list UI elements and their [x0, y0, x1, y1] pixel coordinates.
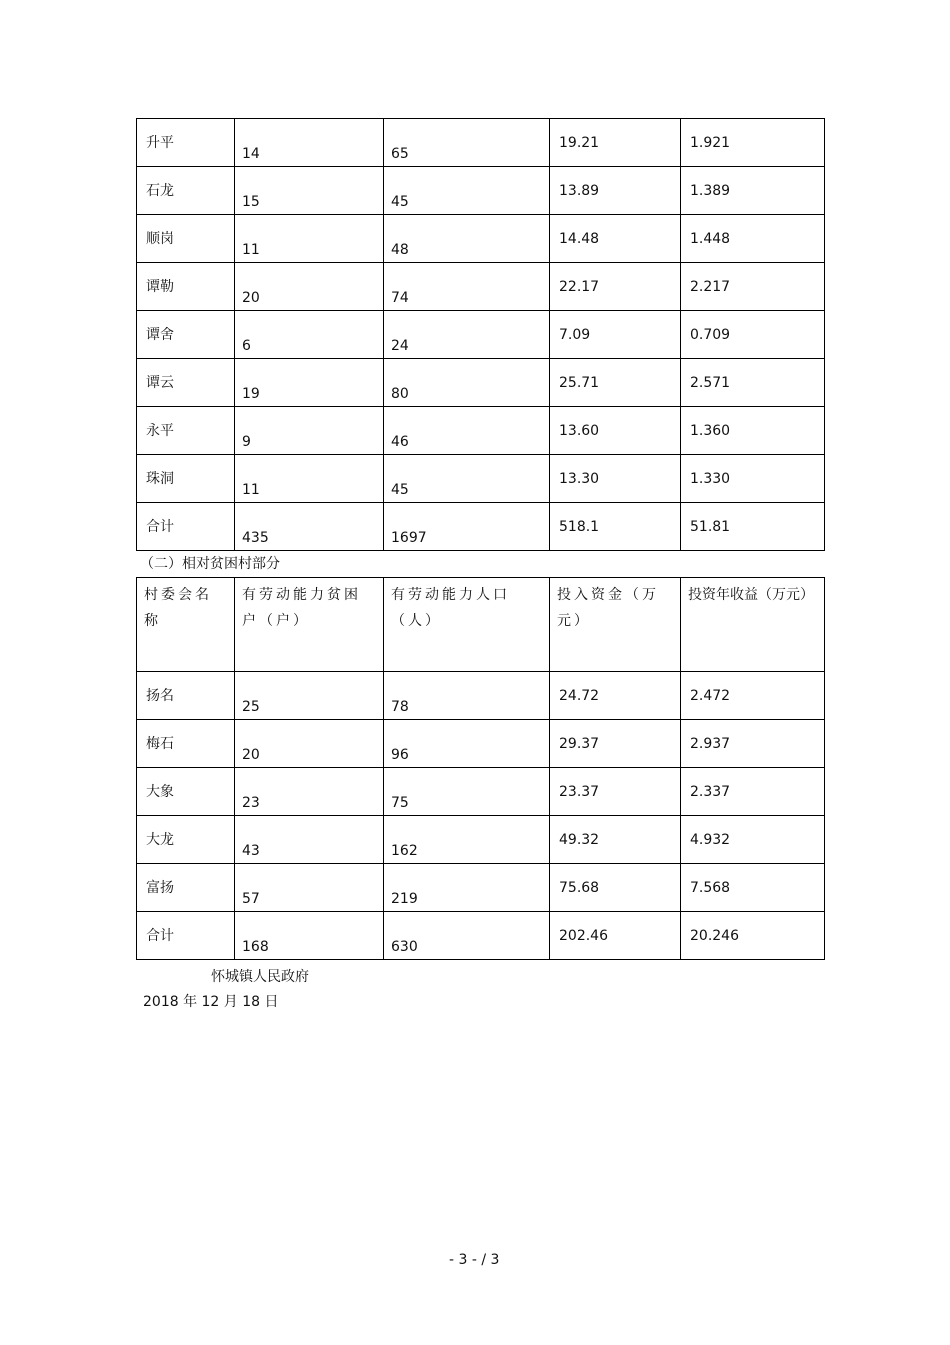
- annual-income-cell: 20.246: [690, 928, 739, 944]
- population-cell: 45: [391, 482, 409, 498]
- annual-income-cell: 51.81: [690, 519, 731, 535]
- households-cell: 23: [242, 795, 260, 811]
- village-name-cell: 升平: [146, 135, 174, 151]
- annual-income-cell: 1.921: [690, 135, 731, 151]
- investment-cell: 14.48: [559, 231, 600, 247]
- table-row: [137, 455, 825, 503]
- column-header: 投入资金（万元）: [557, 587, 659, 629]
- table-row: [137, 672, 825, 720]
- relative-poverty-village-table: [136, 577, 825, 960]
- table-row: [137, 167, 825, 215]
- annual-income-cell: 1.360: [690, 423, 731, 439]
- village-name-cell: 永平: [146, 423, 174, 439]
- village-name-cell: 大龙: [146, 832, 174, 848]
- column-header: 村委会名称: [144, 587, 212, 629]
- households-cell: 57: [242, 891, 260, 907]
- investment-cell: 13.30: [559, 471, 600, 487]
- population-cell: 46: [391, 434, 409, 450]
- population-cell: 162: [391, 843, 418, 859]
- annual-income-cell: 2.217: [690, 279, 731, 295]
- table-row: [137, 768, 825, 816]
- total-row: [137, 503, 825, 551]
- investment-cell: 49.32: [559, 832, 600, 848]
- households-cell: 168: [242, 939, 269, 955]
- total-row: [137, 912, 825, 960]
- table-row: [137, 119, 825, 167]
- village-name-cell: 富扬: [146, 880, 174, 896]
- annual-income-cell: 2.571: [690, 375, 731, 391]
- column-header: 有劳动能力贫困户（户）: [242, 587, 361, 629]
- investment-cell: 75.68: [559, 880, 600, 896]
- table-row: [137, 720, 825, 768]
- annual-income-cell: 2.472: [690, 688, 731, 704]
- households-cell: 435: [242, 530, 269, 546]
- village-name-cell: 谭勒: [146, 279, 174, 295]
- investment-cell: 24.72: [559, 688, 600, 704]
- population-cell: 219: [391, 891, 418, 907]
- poverty-household-table-part1: [136, 118, 825, 551]
- annual-income-cell: 0.709: [690, 327, 731, 343]
- households-cell: 43: [242, 843, 260, 859]
- annual-income-cell: 4.932: [690, 832, 731, 848]
- signature-date: 2018 年 12 月 18 日: [143, 994, 279, 1010]
- table-header-row: [137, 578, 825, 672]
- annual-income-cell: 2.937: [690, 736, 731, 752]
- annual-income-cell: 1.389: [690, 183, 731, 199]
- investment-cell: 13.89: [559, 183, 600, 199]
- investment-cell: 7.09: [559, 327, 591, 343]
- population-cell: 45: [391, 194, 409, 210]
- village-name-cell: 石龙: [146, 183, 174, 199]
- investment-cell: 13.60: [559, 423, 600, 439]
- table-row: [137, 816, 825, 864]
- signature-organization: 怀城镇人民政府: [211, 969, 309, 985]
- population-cell: 78: [391, 699, 409, 715]
- population-cell: 630: [391, 939, 418, 955]
- village-name-cell: 大象: [146, 784, 174, 800]
- village-name-cell: 梅石: [146, 736, 174, 752]
- annual-income-cell: 1.448: [690, 231, 731, 247]
- population-cell: 74: [391, 290, 409, 306]
- population-cell: 48: [391, 242, 409, 258]
- table-row: [137, 263, 825, 311]
- population-cell: 1697: [391, 530, 427, 546]
- total-label-cell: 合计: [146, 928, 174, 944]
- annual-income-cell: 1.330: [690, 471, 731, 487]
- households-cell: 20: [242, 747, 260, 763]
- households-cell: 6: [242, 338, 251, 354]
- households-cell: 14: [242, 146, 260, 162]
- households-cell: 15: [242, 194, 260, 210]
- investment-cell: 25.71: [559, 375, 600, 391]
- population-cell: 24: [391, 338, 409, 354]
- investment-cell: 19.21: [559, 135, 600, 151]
- annual-income-cell: 7.568: [690, 880, 731, 896]
- population-cell: 96: [391, 747, 409, 763]
- village-name-cell: 顺岗: [146, 231, 174, 247]
- annual-income-cell: 2.337: [690, 784, 731, 800]
- households-cell: 9: [242, 434, 251, 450]
- table-row: [137, 311, 825, 359]
- households-cell: 25: [242, 699, 260, 715]
- village-name-cell: 谭云: [146, 375, 174, 391]
- population-cell: 65: [391, 146, 409, 162]
- households-cell: 20: [242, 290, 260, 306]
- column-header: 有劳动能力人口（人）: [391, 587, 510, 629]
- village-name-cell: 珠洞: [146, 471, 174, 487]
- investment-cell: 23.37: [559, 784, 600, 800]
- investment-cell: 29.37: [559, 736, 600, 752]
- investment-cell: 518.1: [559, 519, 600, 535]
- households-cell: 19: [242, 386, 260, 402]
- village-name-cell: 扬名: [146, 688, 174, 704]
- column-header: 投资年收益（万元）: [688, 587, 814, 603]
- investment-cell: 22.17: [559, 279, 600, 295]
- total-label-cell: 合计: [146, 519, 174, 535]
- households-cell: 11: [242, 242, 260, 258]
- population-cell: 80: [391, 386, 409, 402]
- table-row: [137, 215, 825, 263]
- population-cell: 75: [391, 795, 409, 811]
- table-row: [137, 407, 825, 455]
- page-number: - 3 - / 3: [449, 1252, 500, 1268]
- village-name-cell: 谭舍: [146, 327, 174, 343]
- investment-cell: 202.46: [559, 928, 608, 944]
- table-row: [137, 864, 825, 912]
- section-heading: （二）相对贫困村部分: [140, 556, 280, 572]
- households-cell: 11: [242, 482, 260, 498]
- table-row: [137, 359, 825, 407]
